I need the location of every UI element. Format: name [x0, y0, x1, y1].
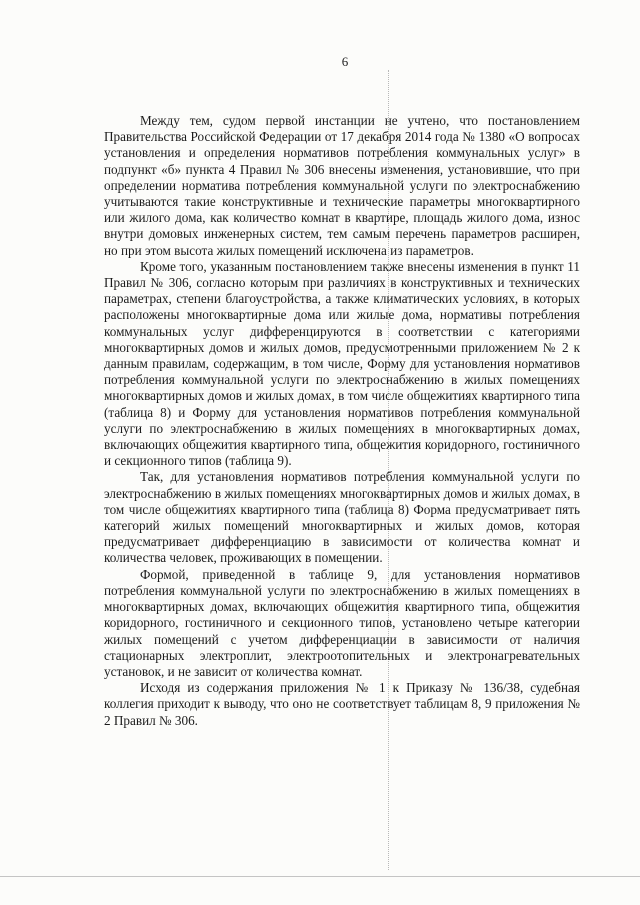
- scan-bottom-edge: [0, 876, 640, 877]
- paragraph-2: Кроме того, указанным постановлением также внесены изменения в пункт 11 Правил № 306, согласно которым при различиях в конструктивных и технических параметрах, степени благоустройства, а также климатических условиях, в которых расположены многоквартирные дома или жилые дома, нормативы потребления коммунальных услуг дифференцируются в соответствии с категориями многоквартирных домов и жилых домов, предусмотренными приложением № 2 к данным правилам, содержащим, в том числе, Форму для установления нормативов потребления коммунальной услуги по электроснабжению в жилых помещениях многоквартирных домов и жилых домах, в том числе общежитиях квартирного типа (таблица 8) и Форму для установления нормативов потребления коммунальной услуги по электроснабжению в жилых помещениях в многоквартирных домах, включающих общежития квартирного типа, общежития коридорного, гостиничного и секционного типов (таблица 9).: [104, 258, 580, 469]
- paragraph-5: Исходя из содержания приложения № 1 к Приказу № 136/38, судебная коллегия приходит к выводу, что оно не соответствует таблицам 8, 9 приложения № 2 Правил № 306.: [104, 680, 580, 728]
- paragraph-4: Формой, приведенной в таблице 9, для установления нормативов потребления коммунальной услуги по электроснабжению в жилых помещениях в многоквартирных домах, включающих общежития квартирного типа, общежития коридорного, гостиничного и секционного типов, установлено четыре категории жилых помещений с учетом дифференциации в зависимости от наличия стационарных электроплит, электроотопительных и электронагревательных установок, и не зависит от количества комнат.: [104, 566, 580, 679]
- page-number: 6: [341, 54, 349, 69]
- document-body: [104, 113, 580, 729]
- paragraph-3: Так, для установления нормативов потребления коммунальной услуги по электроснабжению в жилых помещениях многоквартирных домов и жилых домах, в том числе общежитиях квартирного типа (таблица 8) Форма предусматривает пять категорий жилых помещений многоквартирных и жилых домов, которая предусматривает дифференциацию в зависимости от количества комнат и количества человек, проживающих в помещении.: [104, 469, 580, 566]
- paragraph-1: Между тем, судом первой инстанции не учтено, что постановлением Правительства Российской Федерации от 17 декабря 2014 года № 1380 «О вопросах установления и определения нормативов потребления коммунальных услуг» в подпункт «б» пункта 4 Правил № 306 внесены изменения, установившие, что при определении норматива потребления коммунальной услуги по электроснабжению учитываются такие конструктивные и технические параметры многоквартирного или жилого дома, как количество комнат в квартире, площадь жилого дома, износ внутри домовых инженерных систем, тем самым перечень параметров расширен, но при этом высота жилых помещений исключена из параметров.: [104, 113, 580, 258]
